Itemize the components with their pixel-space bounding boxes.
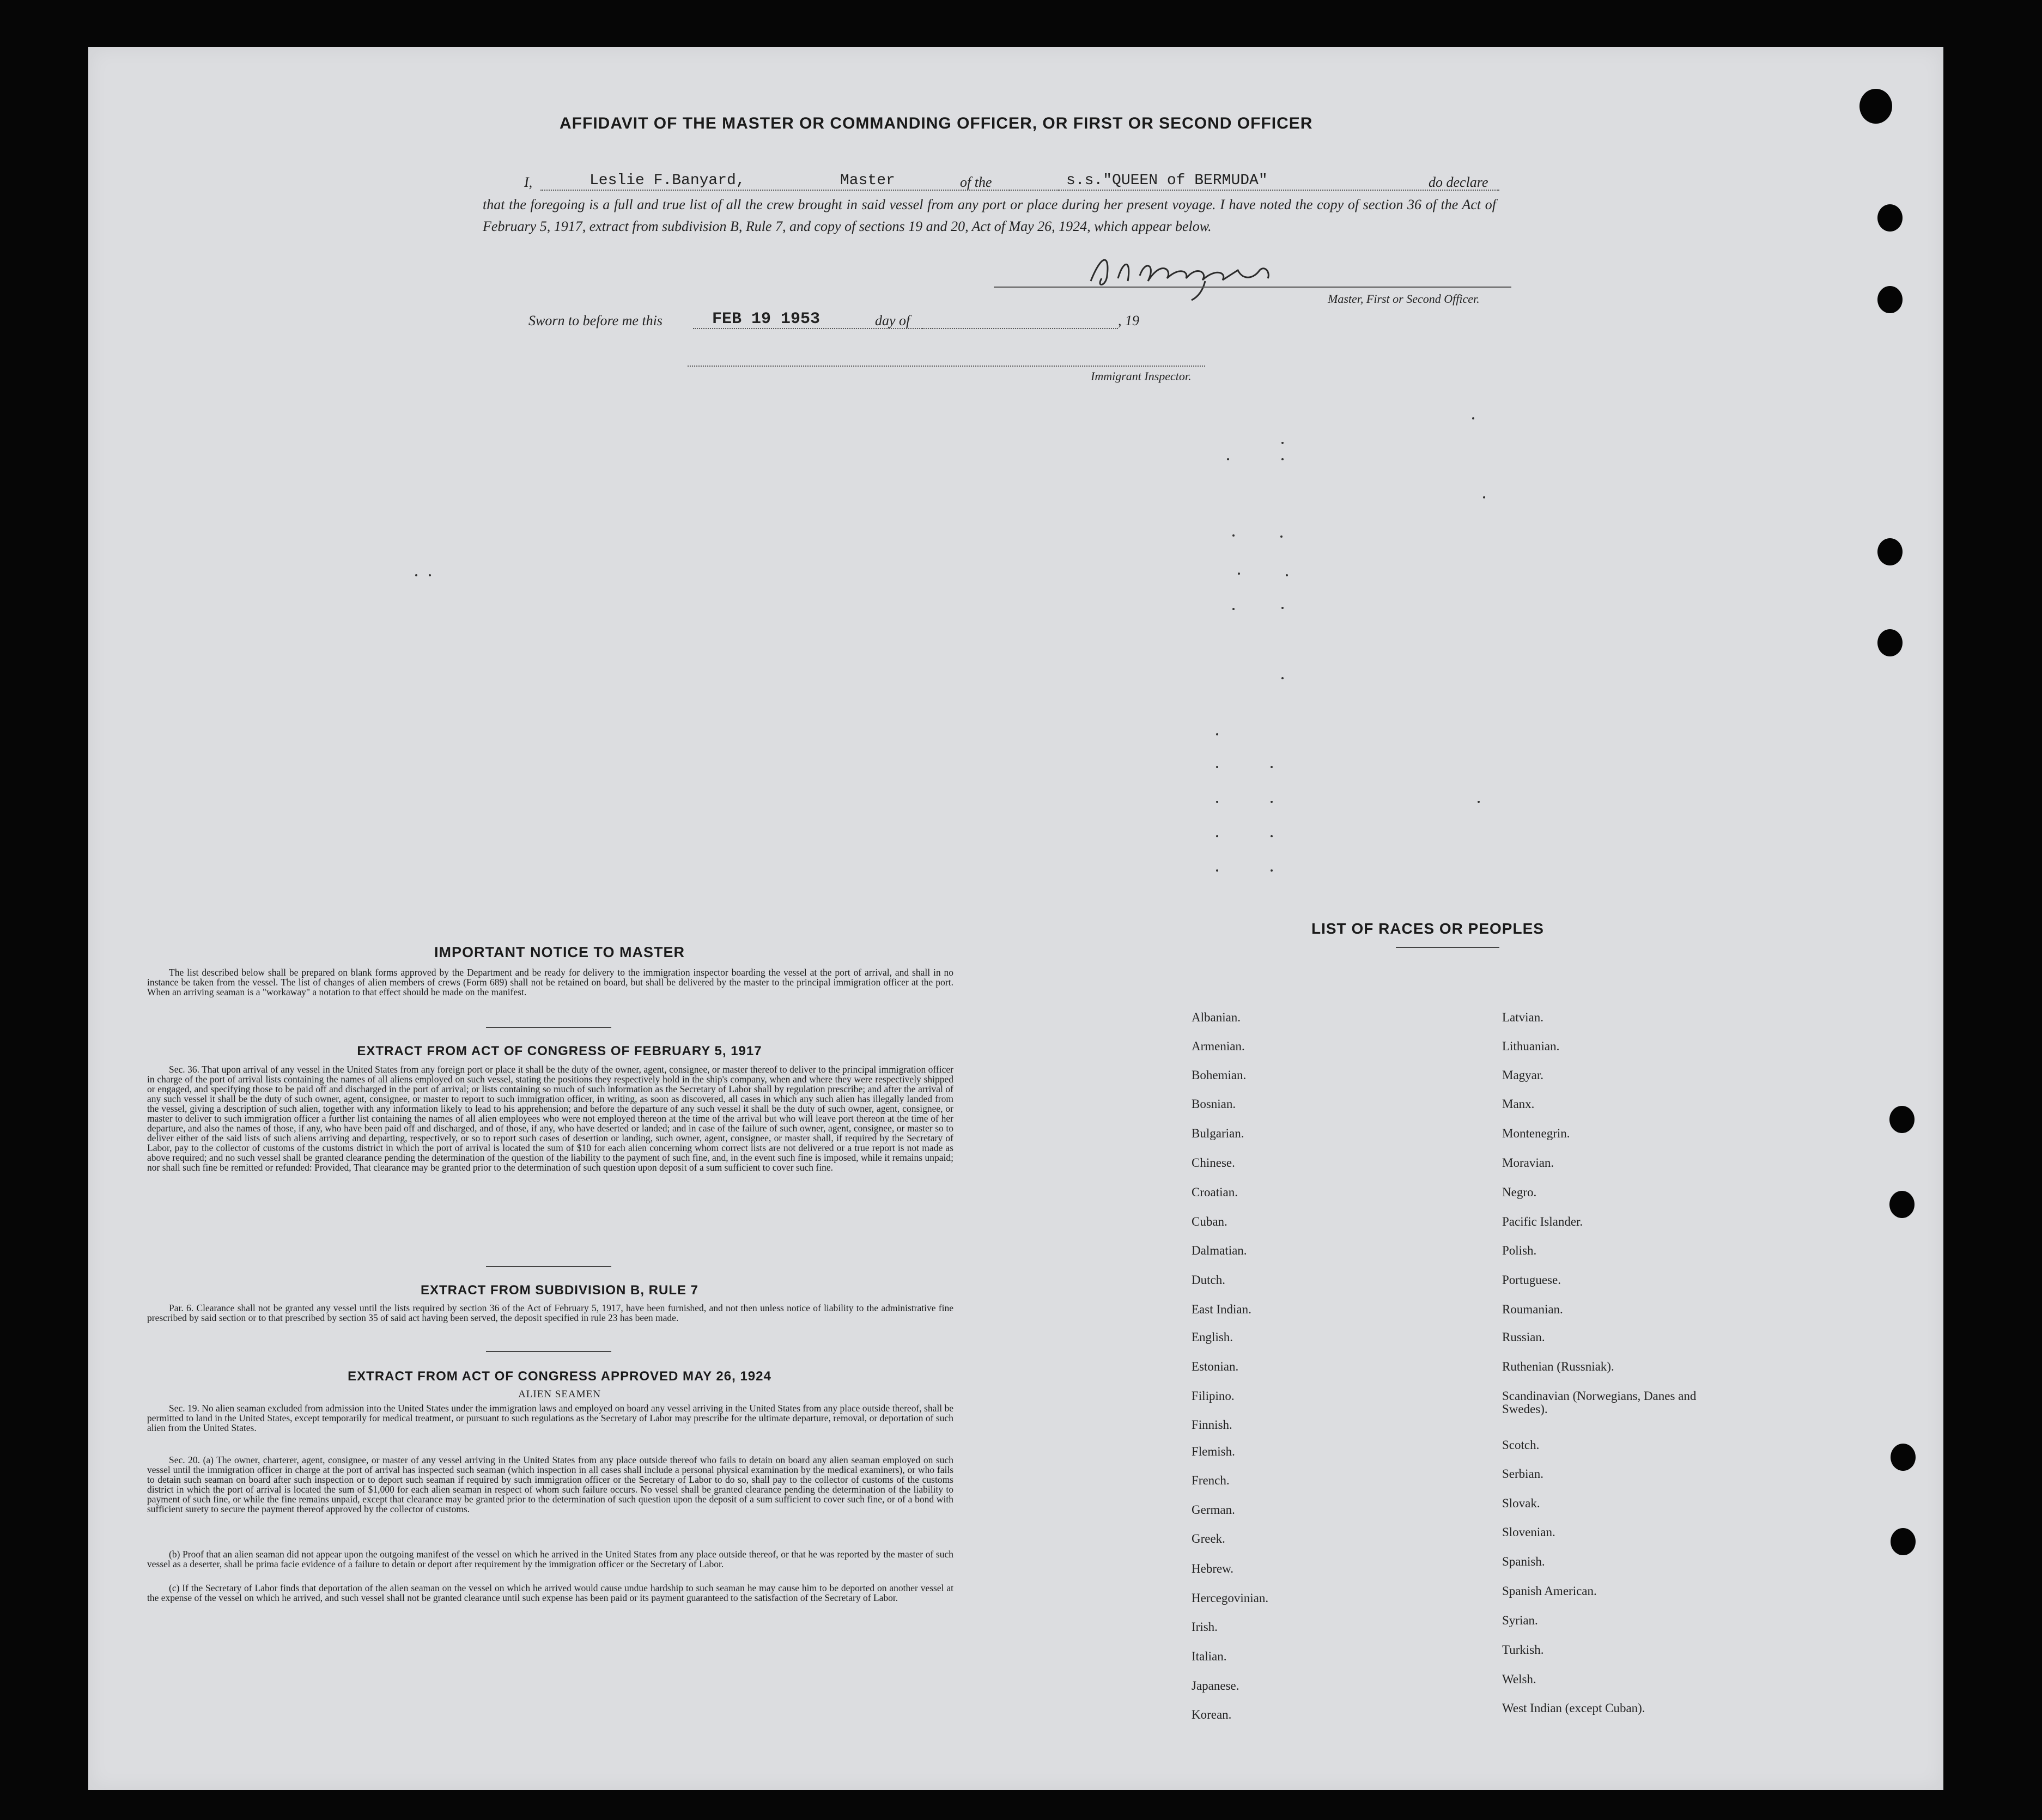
- race-item: Japanese.: [1192, 1679, 1239, 1693]
- extract-1917-rule: [486, 1266, 611, 1267]
- master-rank: Master: [840, 172, 895, 189]
- race-item: Russian.: [1502, 1330, 1545, 1344]
- notice-text: The list described below shall be prepared on blank forms approved by the Department and be ready for delivery to the immigration inspector boarding the vessel at the port of arrival, and shall in no instance be taken from the vessel. The list of changes of alien members of crews (Form 689) shall not be retained on board, but shall be delivered by the master to the principal immigration officer at the port. When an arriving seaman is a "workaway" a notation to that effect should be made on the manifest.: [147, 967, 953, 997]
- race-item: Scotch.: [1502, 1438, 1540, 1452]
- race-item: Chinese.: [1192, 1156, 1235, 1170]
- binder-hole: [1877, 286, 1903, 313]
- race-item: Hebrew.: [1192, 1562, 1234, 1575]
- race-item: Montenegrin.: [1502, 1127, 1570, 1140]
- race-item: Moravian.: [1502, 1156, 1554, 1170]
- inspector-caption: Immigrant Inspector.: [1091, 369, 1192, 383]
- binder-hole: [1859, 89, 1892, 124]
- race-item: Croatian.: [1192, 1185, 1238, 1199]
- races-rule: [1396, 947, 1499, 948]
- race-item: Welsh.: [1502, 1672, 1536, 1686]
- race-item: Armenian.: [1192, 1039, 1245, 1053]
- race-item: English.: [1192, 1330, 1233, 1344]
- race-item: Spanish American.: [1502, 1584, 1597, 1598]
- race-item: Slovenian.: [1502, 1525, 1555, 1539]
- sworn-label: Sworn to before me this: [528, 313, 663, 328]
- i-label: I,: [524, 174, 533, 190]
- extract-1917-text: Sec. 36. That upon arrival of any vessel in the United States from any foreign port or place it shall be the duty of the owner, agent, consignee, or master thereof to deliver to the principal immigration officer in charge of the port of arrival lists containing the names of all aliens employed on such vessel, stating the positions they respectively hold in the ship's company, when and where they were respectively shipped or engaged, and specifying those to be paid off and discharged in the port of arrival; or lists containing so much of such information as the Secretary of Labor shall by regulation prescribe; and after the arrival of any such vessel it shall be the duty of such owner, agent, consignee, or master to report to such immigration officer, in writing, as soon as discovered, all cases in which any such alien has illegally landed from the vessel, giving a description of such alien, together with any information likely to lead to his apprehension; and before the departure of any such vessel it shall be the duty of such owner, agent, consignee, or master to deliver to such immigration officer a further list containing the names of all alien employees who were not employed thereon at the time of the arrival but who will leave port thereon at the time of her departure, and also the names of those, if any, who have been paid off and discharged, and of those, if any, who have deserted or landed; and in case of the failure of such owner, agent, consignee, or master so to deliver either of the said lists of such aliens arriving and departing, respectively, or so to report such cases of desertion or landing, such owner, agent, consignee, or master shall, if required by the Secretary of Labor, pay to the collector of customs of the customs district in which the port of arrival is located the sum of $10 for each alien concerning whom correct lists are not delivered or a true report is not made as above required; and no such vessel shall be granted clearance pending the determination of the question of the liability to the payment of such fine, and, in the event such fine is imposed, while it remains unpaid; nor shall such fine be remitted or refunded: Provided, That clearance may be granted prior to the determination of such question upon deposit of a sum sufficient to cover such fine.: [147, 1064, 953, 1173]
- sec20c-text: (c) If the Secretary of Labor finds that deportation of the alien seaman on the vessel on which he arrived would cause undue hardship to such seaman he may cause him to be deported on another vessel at the expense of the vessel on which he arrived, and such vessel shall not be granted clearance until such expense has been paid or its payment guaranteed to the satisfaction of the Secretary of Labor.: [147, 1582, 953, 1603]
- subdivision-text: Par. 6. Clearance shall not be granted any vessel until the lists required by section 36 of the Act of February 5, 1917, have been furnished, and not then unless notice of liability to the administrative fine prescribed by said section or to that prescribed by section 35 of said act having been served, the deposit specified in rule 23 has been made.: [147, 1302, 953, 1323]
- race-item: Bosnian.: [1192, 1097, 1236, 1111]
- year-prefix: , 19: [1118, 313, 1139, 328]
- race-item: Serbian.: [1502, 1467, 1544, 1481]
- notice-title: IMPORTANT NOTICE TO MASTER: [434, 944, 685, 960]
- signature-caption: Master, First or Second Officer.: [1328, 292, 1480, 306]
- race-item: Slovak.: [1502, 1496, 1540, 1510]
- race-item: Hercegovinian.: [1192, 1591, 1269, 1605]
- race-item: Latvian.: [1502, 1011, 1543, 1024]
- races-title: LIST OF RACES OR PEOPLES: [1311, 920, 1544, 937]
- vessel-name: s.s."QUEEN of BERMUDA": [1066, 172, 1268, 189]
- extract-1917-title: EXTRACT FROM ACT OF CONGRESS OF FEBRUARY 5, 1917: [357, 1044, 762, 1058]
- race-item: Korean.: [1192, 1708, 1232, 1721]
- subdivision-title: EXTRACT FROM SUBDIVISION B, RULE 7: [420, 1283, 699, 1298]
- race-item: German.: [1192, 1503, 1235, 1517]
- binder-hole: [1877, 629, 1903, 656]
- binder-hole: [1891, 1444, 1916, 1471]
- race-item: Dutch.: [1192, 1273, 1225, 1287]
- race-item: Spanish.: [1502, 1555, 1545, 1568]
- binder-hole: [1877, 204, 1903, 232]
- race-item: Finnish.: [1192, 1418, 1232, 1432]
- extract-1924-subtitle: ALIEN SEAMEN: [518, 1389, 601, 1400]
- race-item: Cuban.: [1192, 1215, 1227, 1228]
- sec19-text: Sec. 19. No alien seaman excluded from admission into the United States under the immigration laws and employed on board any vessel arriving in the United States from any place outside thereof, shall be permitted to land in the United States, except temporarily for medical treatment, or pursuant to such regulations as the Secretary of Labor may prescribe for the ultimate departure, removal, or deportation of such alien from the United States.: [147, 1403, 953, 1433]
- race-item: Magyar.: [1502, 1068, 1544, 1082]
- binder-hole: [1877, 538, 1903, 565]
- sec20b-text: (b) Proof that an alien seaman did not appear upon the outgoing manifest of the vessel on which he arrived in the United States from any place outside thereof, or that he was reported by the master of such vessel as a deserter, shall be prima facie evidence of a failure to detain or deport after requirement by the immigration officer or the Secretary of Labor.: [147, 1549, 953, 1569]
- race-item: Manx.: [1502, 1097, 1535, 1111]
- signature-line: [994, 287, 1511, 288]
- race-item: Filipino.: [1192, 1389, 1235, 1403]
- race-item: Pacific Islander.: [1502, 1215, 1583, 1228]
- declaration-text: that the foregoing is a full and true list of all the crew brought in said vessel from any port or place during her present voyage. I have noted the copy of section 36 of the Act of February 5, 1917, extract from subdivision B, Rule 7, and copy of sections 19 and 20, Act of May 26, 1924, which appear below.: [483, 197, 1496, 234]
- race-item: Albanian.: [1192, 1011, 1241, 1024]
- notice-rule: [486, 1027, 611, 1028]
- document-page: [88, 47, 1943, 1790]
- master-name: Leslie F.Banyard,: [589, 172, 745, 189]
- race-item: Bohemian.: [1192, 1068, 1247, 1082]
- race-item: Italian.: [1192, 1649, 1227, 1663]
- race-item: Lithuanian.: [1502, 1039, 1560, 1053]
- race-item: Estonian.: [1192, 1360, 1239, 1373]
- month-line: [922, 328, 1118, 329]
- race-item: Flemish.: [1192, 1445, 1235, 1458]
- race-item: Greek.: [1192, 1532, 1225, 1545]
- day-of-label: day of: [875, 313, 910, 328]
- of-the-label: of the: [960, 174, 992, 190]
- extract-1924-title: EXTRACT FROM ACT OF CONGRESS APPROVED MAY 26, 1924: [348, 1369, 771, 1384]
- race-item: Portuguese.: [1502, 1273, 1561, 1287]
- binder-hole: [1889, 1106, 1915, 1133]
- race-item: East Indian.: [1192, 1302, 1251, 1316]
- binder-hole: [1889, 1191, 1915, 1218]
- sec20a-text: Sec. 20. (a) The owner, charterer, agent, consignee, or master of any vessel arriving in the United States from any place outside thereof who fails to detain on board any alien seaman employed on such vessel until the immigration officer in charge at the port of arrival has inspected such seaman (which inspection in all cases shall include a personal physical examination by the medical examiners), or who fails to detain such seaman on board after such inspection or to deport such seaman if required by such immigration officer or the Secretary of Labor to do so, shall pay to the collector of customs of the customs district in which the port of arrival is located the sum of $1,000 for each alien seaman in respect of whom such failure occurs. No vessel shall be granted clearance pending the determination of the liability to payment of such fine, or while the fine remains unpaid, except that clearance may be granted prior to the determination of such question upon the deposit of a sum sufficient to cover such fine, or of a bond with sufficient surety to secure the payment thereof approved by the collector of customs.: [147, 1454, 953, 1514]
- race-item: Irish.: [1192, 1620, 1218, 1634]
- race-item: Dalmatian.: [1192, 1244, 1247, 1257]
- affidavit-title: AFFIDAVIT OF THE MASTER OR COMMANDING OFFICER, OR FIRST OR SECOND OFFICER: [560, 114, 1313, 132]
- race-item: Bulgarian.: [1192, 1127, 1244, 1140]
- race-item: Ruthenian (Russniak).: [1502, 1360, 1614, 1373]
- race-item: West Indian (except Cuban).: [1502, 1701, 1645, 1715]
- do-declare-label: do declare: [1429, 174, 1488, 190]
- vessel-line: [1009, 190, 1499, 191]
- sworn-date-stamp: FEB 19 1953: [712, 310, 821, 328]
- binder-hole: [1891, 1528, 1916, 1555]
- race-item: Turkish.: [1502, 1643, 1544, 1657]
- race-item: Negro.: [1502, 1185, 1537, 1199]
- subdivision-rule: [486, 1351, 611, 1352]
- race-item: Polish.: [1502, 1244, 1537, 1257]
- race-item: French.: [1192, 1474, 1230, 1487]
- race-item: Roumanian.: [1502, 1302, 1563, 1316]
- master-signature: [1080, 248, 1320, 303]
- race-item: Scandinavian (Norwegians, Danes and Swedes).: [1502, 1389, 1697, 1416]
- inspector-line: [688, 366, 1205, 367]
- race-item: Syrian.: [1502, 1614, 1538, 1627]
